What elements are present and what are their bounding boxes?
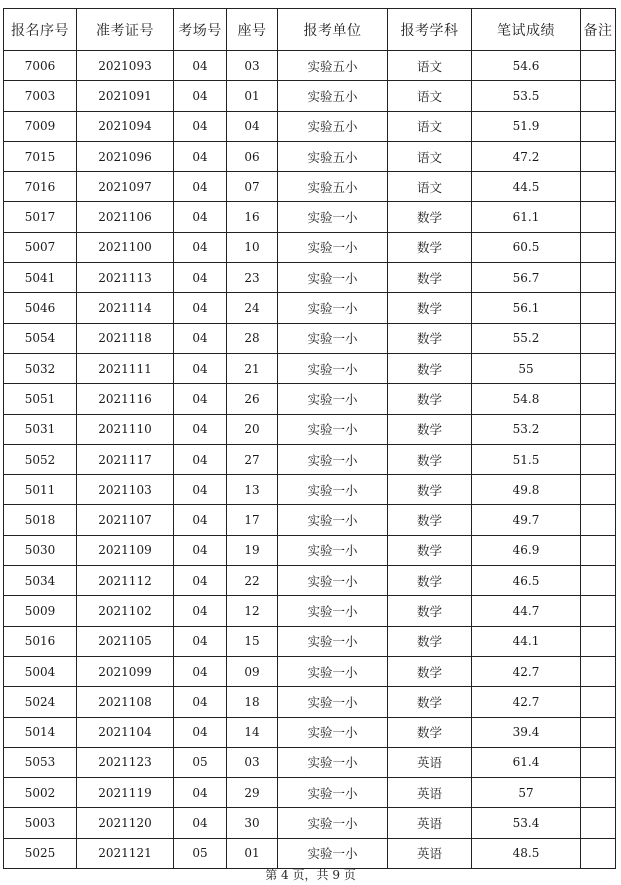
- written-score-cell: 46.5: [472, 566, 581, 596]
- seat-no-cell: 10: [227, 232, 278, 262]
- admission-ticket-no-cell: 2021102: [77, 596, 174, 626]
- registration-no-cell: 7016: [4, 172, 77, 202]
- remarks-cell: [581, 535, 616, 565]
- registration-no-cell: 5017: [4, 202, 77, 232]
- admission-ticket-no-cell: 2021105: [77, 626, 174, 656]
- applying-subject-cell: 语文: [388, 111, 472, 141]
- written-score-cell: 49.7: [472, 505, 581, 535]
- remarks-cell: [581, 293, 616, 323]
- registration-no-cell: 5024: [4, 687, 77, 717]
- header-remarks: 备注: [581, 9, 616, 51]
- registration-no-cell: 5051: [4, 384, 77, 414]
- admission-ticket-no-cell: 2021109: [77, 535, 174, 565]
- admission-ticket-no-cell: 2021120: [77, 808, 174, 838]
- table-row: [4, 596, 616, 626]
- written-score-cell: 61.4: [472, 747, 581, 777]
- exam-room-no-cell: 04: [174, 141, 227, 171]
- written-score-cell: 47.2: [472, 141, 581, 171]
- admission-ticket-no-cell: 2021106: [77, 202, 174, 232]
- remarks-cell: [581, 263, 616, 293]
- table-row: [4, 778, 616, 808]
- table-row: [4, 747, 616, 777]
- table-row: [4, 172, 616, 202]
- applying-unit-cell: 实验五小: [278, 81, 388, 111]
- remarks-cell: [581, 384, 616, 414]
- table-header: [4, 9, 616, 51]
- exam-room-no-cell: 04: [174, 232, 227, 262]
- registration-no-cell: 5046: [4, 293, 77, 323]
- table-row: [4, 81, 616, 111]
- written-score-cell: 44.5: [472, 172, 581, 202]
- written-score-cell: 57: [472, 778, 581, 808]
- applying-subject-cell: 数学: [388, 202, 472, 232]
- exam-room-no-cell: 04: [174, 505, 227, 535]
- applying-unit-cell: 实验一小: [278, 626, 388, 656]
- applying-unit-cell: 实验一小: [278, 717, 388, 747]
- applying-subject-cell: 语文: [388, 172, 472, 202]
- admission-ticket-no-cell: 2021093: [77, 51, 174, 81]
- table-row: [4, 505, 616, 535]
- seat-no-cell: 19: [227, 535, 278, 565]
- table-row: [4, 566, 616, 596]
- applying-subject-cell: 数学: [388, 687, 472, 717]
- applying-unit-cell: 实验一小: [278, 808, 388, 838]
- applying-unit-cell: 实验一小: [278, 747, 388, 777]
- applying-unit-cell: 实验五小: [278, 111, 388, 141]
- applying-unit-cell: 实验五小: [278, 51, 388, 81]
- applying-unit-cell: 实验一小: [278, 444, 388, 474]
- exam-room-no-cell: 04: [174, 353, 227, 383]
- registration-no-cell: 5052: [4, 444, 77, 474]
- registration-no-cell: 5016: [4, 626, 77, 656]
- written-score-cell: 51.5: [472, 444, 581, 474]
- remarks-cell: [581, 81, 616, 111]
- remarks-cell: [581, 687, 616, 717]
- remarks-cell: [581, 353, 616, 383]
- written-score-cell: 49.8: [472, 475, 581, 505]
- remarks-cell: [581, 51, 616, 81]
- seat-no-cell: 01: [227, 838, 278, 868]
- applying-subject-cell: 数学: [388, 414, 472, 444]
- applying-unit-cell: 实验一小: [278, 323, 388, 353]
- written-score-cell: 53.5: [472, 81, 581, 111]
- exam-room-no-cell: 04: [174, 293, 227, 323]
- table-row: [4, 141, 616, 171]
- seat-no-cell: 03: [227, 51, 278, 81]
- remarks-cell: [581, 111, 616, 141]
- exam-room-no-cell: 04: [174, 596, 227, 626]
- seat-no-cell: 06: [227, 141, 278, 171]
- admission-ticket-no-cell: 2021091: [77, 81, 174, 111]
- written-score-cell: 61.1: [472, 202, 581, 232]
- written-score-cell: 42.7: [472, 656, 581, 686]
- applying-unit-cell: 实验一小: [278, 475, 388, 505]
- exam-room-no-cell: 04: [174, 475, 227, 505]
- admission-ticket-no-cell: 2021100: [77, 232, 174, 262]
- remarks-cell: [581, 747, 616, 777]
- admission-ticket-no-cell: 2021113: [77, 263, 174, 293]
- exam-room-no-cell: 04: [174, 323, 227, 353]
- written-score-cell: 56.1: [472, 293, 581, 323]
- seat-no-cell: 13: [227, 475, 278, 505]
- applying-subject-cell: 数学: [388, 566, 472, 596]
- seat-no-cell: 18: [227, 687, 278, 717]
- exam-room-no-cell: 04: [174, 566, 227, 596]
- written-score-cell: 42.7: [472, 687, 581, 717]
- seat-no-cell: 09: [227, 656, 278, 686]
- written-score-cell: 53.2: [472, 414, 581, 444]
- written-score-cell: 39.4: [472, 717, 581, 747]
- applying-unit-cell: 实验一小: [278, 535, 388, 565]
- registration-no-cell: 5018: [4, 505, 77, 535]
- remarks-cell: [581, 444, 616, 474]
- remarks-cell: [581, 172, 616, 202]
- table-row: [4, 687, 616, 717]
- remarks-cell: [581, 778, 616, 808]
- written-score-cell: 55.2: [472, 323, 581, 353]
- registration-no-cell: 5007: [4, 232, 77, 262]
- applying-subject-cell: 英语: [388, 808, 472, 838]
- applying-subject-cell: 数学: [388, 323, 472, 353]
- admission-ticket-no-cell: 2021094: [77, 111, 174, 141]
- remarks-cell: [581, 626, 616, 656]
- applying-unit-cell: 实验一小: [278, 293, 388, 323]
- written-score-cell: 51.9: [472, 111, 581, 141]
- header-applying-subject: 报考学科: [388, 9, 472, 51]
- seat-no-cell: 29: [227, 778, 278, 808]
- exam-room-no-cell: 04: [174, 687, 227, 717]
- admission-ticket-no-cell: 2021099: [77, 656, 174, 686]
- written-score-cell: 60.5: [472, 232, 581, 262]
- applying-unit-cell: 实验一小: [278, 566, 388, 596]
- registration-no-cell: 5003: [4, 808, 77, 838]
- remarks-cell: [581, 141, 616, 171]
- exam-room-no-cell: 04: [174, 535, 227, 565]
- seat-no-cell: 16: [227, 202, 278, 232]
- written-score-cell: 53.4: [472, 808, 581, 838]
- written-score-cell: 54.6: [472, 51, 581, 81]
- table-row: [4, 656, 616, 686]
- applying-subject-cell: 数学: [388, 353, 472, 383]
- registration-no-cell: 5014: [4, 717, 77, 747]
- written-score-cell: 55: [472, 353, 581, 383]
- applying-subject-cell: 数学: [388, 596, 472, 626]
- registration-no-cell: 7015: [4, 141, 77, 171]
- table-row: [4, 202, 616, 232]
- seat-no-cell: 01: [227, 81, 278, 111]
- seat-no-cell: 14: [227, 717, 278, 747]
- registration-no-cell: 5030: [4, 535, 77, 565]
- score-sheet: [3, 8, 615, 869]
- admission-ticket-no-cell: 2021118: [77, 323, 174, 353]
- table-row: [4, 232, 616, 262]
- seat-no-cell: 23: [227, 263, 278, 293]
- applying-subject-cell: 语文: [388, 51, 472, 81]
- admission-ticket-no-cell: 2021103: [77, 475, 174, 505]
- applying-unit-cell: 实验一小: [278, 232, 388, 262]
- seat-no-cell: 21: [227, 353, 278, 383]
- remarks-cell: [581, 596, 616, 626]
- applying-subject-cell: 英语: [388, 747, 472, 777]
- admission-ticket-no-cell: 2021116: [77, 384, 174, 414]
- applying-unit-cell: 实验五小: [278, 141, 388, 171]
- exam-room-no-cell: 05: [174, 838, 227, 868]
- header-written-score: 笔试成绩: [472, 9, 581, 51]
- table-row: [4, 111, 616, 141]
- applying-unit-cell: 实验一小: [278, 505, 388, 535]
- header-admission-ticket-no: 准考证号: [77, 9, 174, 51]
- registration-no-cell: 5053: [4, 747, 77, 777]
- table-row: [4, 414, 616, 444]
- registration-no-cell: 5011: [4, 475, 77, 505]
- exam-room-no-cell: 04: [174, 81, 227, 111]
- applying-unit-cell: 实验一小: [278, 656, 388, 686]
- applying-subject-cell: 数学: [388, 535, 472, 565]
- header-registration-no: 报名序号: [4, 9, 77, 51]
- applying-subject-cell: 英语: [388, 838, 472, 868]
- applying-subject-cell: 语文: [388, 141, 472, 171]
- exam-room-no-cell: 05: [174, 747, 227, 777]
- registration-no-cell: 5025: [4, 838, 77, 868]
- exam-room-no-cell: 04: [174, 384, 227, 414]
- seat-no-cell: 03: [227, 747, 278, 777]
- remarks-cell: [581, 505, 616, 535]
- written-score-cell: 56.7: [472, 263, 581, 293]
- exam-room-no-cell: 04: [174, 444, 227, 474]
- applying-subject-cell: 数学: [388, 717, 472, 747]
- seat-no-cell: 20: [227, 414, 278, 444]
- registration-no-cell: 5009: [4, 596, 77, 626]
- seat-no-cell: 15: [227, 626, 278, 656]
- applying-unit-cell: 实验一小: [278, 778, 388, 808]
- admission-ticket-no-cell: 2021121: [77, 838, 174, 868]
- registration-no-cell: 7009: [4, 111, 77, 141]
- applying-subject-cell: 数学: [388, 656, 472, 686]
- admission-ticket-no-cell: 2021096: [77, 141, 174, 171]
- admission-ticket-no-cell: 2021107: [77, 505, 174, 535]
- admission-ticket-no-cell: 2021112: [77, 566, 174, 596]
- written-score-cell: 48.5: [472, 838, 581, 868]
- registration-no-cell: 5004: [4, 656, 77, 686]
- written-score-cell: 44.1: [472, 626, 581, 656]
- registration-no-cell: 5031: [4, 414, 77, 444]
- applying-subject-cell: 数学: [388, 263, 472, 293]
- remarks-cell: [581, 202, 616, 232]
- seat-no-cell: 12: [227, 596, 278, 626]
- applying-subject-cell: 数学: [388, 293, 472, 323]
- table-body: [4, 51, 616, 869]
- applying-subject-cell: 英语: [388, 778, 472, 808]
- remarks-cell: [581, 717, 616, 747]
- header-seat-no: 座号: [227, 9, 278, 51]
- table-row: [4, 626, 616, 656]
- registration-no-cell: 7006: [4, 51, 77, 81]
- remarks-cell: [581, 475, 616, 505]
- registration-no-cell: 5054: [4, 323, 77, 353]
- written-score-cell: 46.9: [472, 535, 581, 565]
- seat-no-cell: 30: [227, 808, 278, 838]
- applying-unit-cell: 实验一小: [278, 263, 388, 293]
- remarks-cell: [581, 656, 616, 686]
- admission-ticket-no-cell: 2021114: [77, 293, 174, 323]
- exam-room-no-cell: 04: [174, 172, 227, 202]
- table-row: [4, 263, 616, 293]
- admission-ticket-no-cell: 2021097: [77, 172, 174, 202]
- admission-ticket-no-cell: 2021110: [77, 414, 174, 444]
- admission-ticket-no-cell: 2021111: [77, 353, 174, 383]
- registration-no-cell: 5041: [4, 263, 77, 293]
- applying-unit-cell: 实验一小: [278, 596, 388, 626]
- applying-unit-cell: 实验一小: [278, 687, 388, 717]
- remarks-cell: [581, 838, 616, 868]
- exam-room-no-cell: 04: [174, 778, 227, 808]
- exam-room-no-cell: 04: [174, 263, 227, 293]
- written-score-cell: 54.8: [472, 384, 581, 414]
- exam-room-no-cell: 04: [174, 414, 227, 444]
- page-number: 第 4 页，共 9 页: [265, 868, 356, 882]
- exam-room-no-cell: 04: [174, 656, 227, 686]
- admission-ticket-no-cell: 2021108: [77, 687, 174, 717]
- seat-no-cell: 24: [227, 293, 278, 323]
- score-table: [3, 8, 616, 869]
- seat-no-cell: 28: [227, 323, 278, 353]
- exam-room-no-cell: 04: [174, 51, 227, 81]
- registration-no-cell: 5034: [4, 566, 77, 596]
- admission-ticket-no-cell: 2021117: [77, 444, 174, 474]
- registration-no-cell: 5002: [4, 778, 77, 808]
- registration-no-cell: 7003: [4, 81, 77, 111]
- remarks-cell: [581, 323, 616, 353]
- exam-room-no-cell: 04: [174, 202, 227, 232]
- applying-unit-cell: 实验一小: [278, 202, 388, 232]
- registration-no-cell: 5032: [4, 353, 77, 383]
- applying-subject-cell: 语文: [388, 81, 472, 111]
- applying-subject-cell: 数学: [388, 475, 472, 505]
- admission-ticket-no-cell: 2021104: [77, 717, 174, 747]
- exam-room-no-cell: 04: [174, 626, 227, 656]
- header-row: [4, 9, 616, 51]
- applying-unit-cell: 实验一小: [278, 414, 388, 444]
- table-row: [4, 808, 616, 838]
- applying-subject-cell: 数学: [388, 444, 472, 474]
- applying-unit-cell: 实验一小: [278, 353, 388, 383]
- header-applying-unit: 报考单位: [278, 9, 388, 51]
- applying-subject-cell: 数学: [388, 626, 472, 656]
- written-score-cell: 44.7: [472, 596, 581, 626]
- exam-room-no-cell: 04: [174, 111, 227, 141]
- seat-no-cell: 07: [227, 172, 278, 202]
- remarks-cell: [581, 566, 616, 596]
- table-row: [4, 51, 616, 81]
- table-row: [4, 384, 616, 414]
- table-row: [4, 838, 616, 868]
- admission-ticket-no-cell: 2021123: [77, 747, 174, 777]
- exam-room-no-cell: 04: [174, 717, 227, 747]
- seat-no-cell: 22: [227, 566, 278, 596]
- table-row: [4, 353, 616, 383]
- seat-no-cell: 27: [227, 444, 278, 474]
- applying-subject-cell: 数学: [388, 232, 472, 262]
- applying-unit-cell: 实验五小: [278, 172, 388, 202]
- exam-room-no-cell: 04: [174, 808, 227, 838]
- header-exam-room-no: 考场号: [174, 9, 227, 51]
- seat-no-cell: 26: [227, 384, 278, 414]
- table-row: [4, 475, 616, 505]
- applying-unit-cell: 实验一小: [278, 384, 388, 414]
- table-row: [4, 323, 616, 353]
- admission-ticket-no-cell: 2021119: [77, 778, 174, 808]
- applying-subject-cell: 数学: [388, 505, 472, 535]
- seat-no-cell: 17: [227, 505, 278, 535]
- table-row: [4, 717, 616, 747]
- seat-no-cell: 04: [227, 111, 278, 141]
- applying-subject-cell: 数学: [388, 384, 472, 414]
- table-row: [4, 535, 616, 565]
- remarks-cell: [581, 414, 616, 444]
- remarks-cell: [581, 232, 616, 262]
- remarks-cell: [581, 808, 616, 838]
- table-row: [4, 293, 616, 323]
- table-row: [4, 444, 616, 474]
- applying-unit-cell: 实验一小: [278, 838, 388, 868]
